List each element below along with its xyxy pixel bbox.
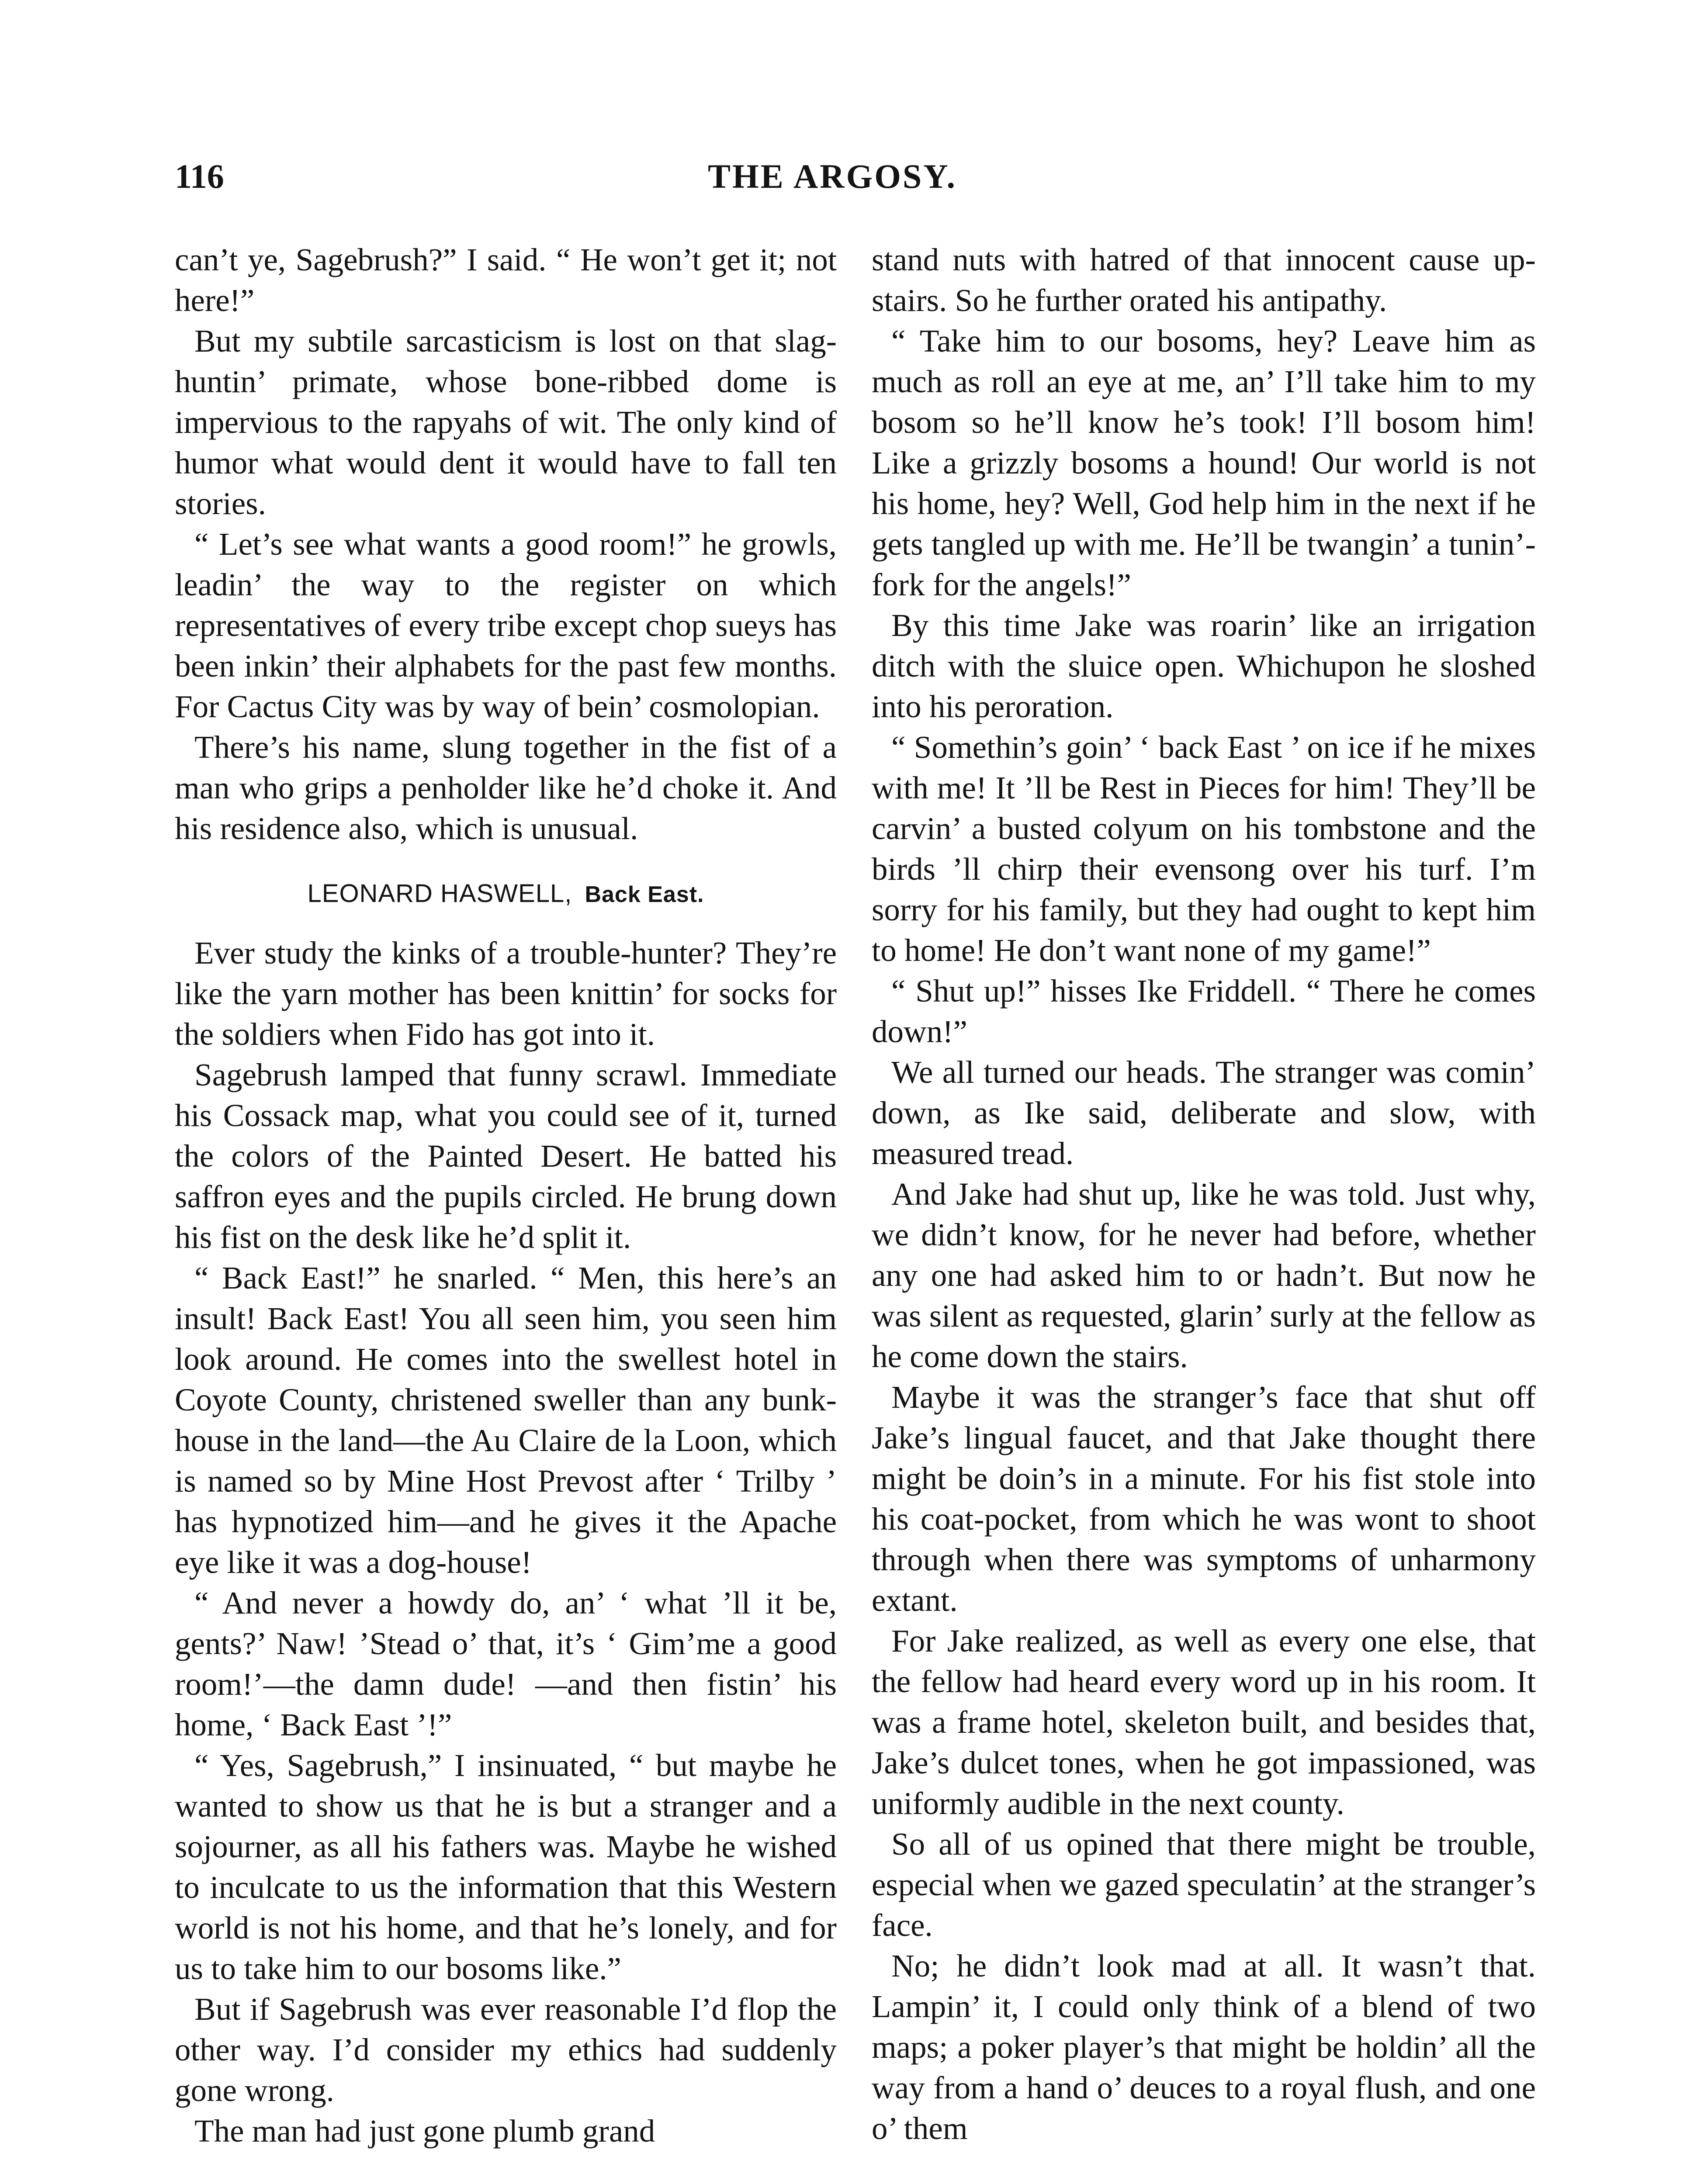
- paragraph: “ Somethin’s goin’ ‘ back East ’ on ice if he mixes with me! It ’ll be Rest in Pieces for him! They’ll be carvin’ a busted colyum on his tombstone and the birds ’ll chirp their evensong over his turf. I’m sorry for his family, but they had ought to kept him to home! He don’t want none of my game!”: [872, 729, 1536, 968]
- paragraph: “ And never a howdy do, an’ ‘ what ’ll it be, gents?’ Naw! ’Stead o’ that, it’s ‘ Gim’me a good room!’—the damn dude! —and then fistin’ his home, ‘ Back East ’!”: [175, 1585, 837, 1742]
- paragraph: “ Take him to our bosoms, hey? Leave him as much as roll an eye at me, an’ I’ll take him to my bosom so he’ll know he’s took! I’ll bosom him! Like a grizzly bosoms a hound! Our world is not his home, hey? Well, God help him in the next if he gets tangled up with me. He’ll be twangin’ a tunin’-fork for the angels!”: [872, 323, 1536, 602]
- paragraph: Sagebrush lamped that funny scrawl. Immediate his Cossack map, what you could see of it, turned the colors of the Painted Desert. He batted his saffron eyes and the pupils circled. He brung down his fist on the desk like he’d split it.: [175, 1057, 837, 1255]
- paragraph: And Jake had shut up, like he was told. Just why, we didn’t know, for he never had before, whether any one had asked him to or hadn’t. But now he was silent as requested, glarin’ surly at the fellow as he come down the stairs.: [872, 1176, 1536, 1374]
- register-residence: Back East.: [585, 882, 704, 907]
- right-column: [872, 239, 1536, 2149]
- left-column: [175, 239, 837, 2151]
- paragraph: Maybe it was the stranger’s face that shut off Jake’s lingual faucet, and that Jake thought there might be doin’s in a minute. For his fist stole into his coat-pocket, from which he was wont to shoot through when there was symptoms of unharmony extant.: [872, 1379, 1536, 1618]
- paragraph: By this time Jake was roarin’ like an irrigation ditch with the sluice open. Whichupon he sloshed into his peroration.: [872, 608, 1536, 724]
- paragraph: No; he didn’t look mad at all. It wasn’t that. Lampin’ it, I could only think of a blend of two maps; a poker player’s that might be holdin’ all the way from a hand o’ deuces to a royal flush, and one o’ them: [872, 1948, 1536, 2146]
- register-entry: [175, 873, 837, 915]
- paragraph: can’t ye, Sagebrush?” I said. “ He won’t get it; not here!”: [175, 242, 837, 318]
- running-title: THE ARGOSY.: [708, 157, 957, 195]
- paragraph: Ever study the kinks of a trouble-hunter? They’re like the yarn mother has been knittin’ for socks for the soldiers when Fido has got into it.: [175, 935, 837, 1052]
- paragraph: “ Let’s see what wants a good room!” he growls, leadin’ the way to the register on which representatives of every tribe except chop sueys has been inkin’ their alphabets for the past few months. For Cactus City was by way of bein’ cosmolopian.: [175, 526, 837, 724]
- paragraph: “ Shut up!” hisses Ike Friddell. “ There he comes down!”: [872, 973, 1536, 1049]
- register-name: LEONARD HASWELL,: [307, 879, 572, 908]
- page-number: 116: [175, 157, 224, 195]
- paragraph: There’s his name, slung together in the fist of a man who grips a penholder like he’d choke it. And his residence also, which is unusual.: [175, 729, 837, 846]
- paragraph: We all turned our heads. The stranger was comin’ down, as Ike said, deliberate and slow, with measured tread.: [872, 1054, 1536, 1171]
- paragraph: So all of us opined that there might be trouble, especial when we gazed speculatin’ at the stranger’s face.: [872, 1826, 1536, 1943]
- paragraph: stand nuts with hatred of that innocent cause up-stairs. So he further orated his antipathy.: [872, 242, 1536, 318]
- paragraph: For Jake realized, as well as every one else, that the fellow had heard every word up in his room. It was a frame hotel, skeleton built, and besides that, Jake’s dulcet tones, when he got impassioned, was uniformly audible in the next county.: [872, 1623, 1536, 1821]
- paragraph: But my subtile sarcasticism is lost on that slag-huntin’ primate, whose bone-ribbed dome is impervious to the rapyahs of wit. The only kind of humor what would dent it would have to fall ten stories.: [175, 323, 837, 521]
- paragraph: “ Back East!” he snarled. “ Men, this here’s an insult! Back East! You all seen him, you seen him look around. He comes into the swellest hotel in Coyote County, christened sweller than any bunk-house in the land—the Au Claire de la Loon, which is named so by Mine Host Prevost after ‘ Trilby ’ has hypnotized him—and he gives it the Apache eye like it was a dog-house!: [175, 1260, 837, 1580]
- paragraph: “ Yes, Sagebrush,” I insinuated, “ but maybe he wanted to show us that he is but a stranger and a sojourner, as all his fathers was. Maybe he wished to inculcate to us the information that this Western world is not his home, and that he’s lonely, and for us to take him to our bosoms like.”: [175, 1748, 837, 1986]
- paragraph: The man had just gone plumb grand: [194, 2113, 655, 2149]
- paragraph: But if Sagebrush was ever reasonable I’d flop the other way. I’d consider my ethics had suddenly gone wrong.: [175, 1991, 837, 2108]
